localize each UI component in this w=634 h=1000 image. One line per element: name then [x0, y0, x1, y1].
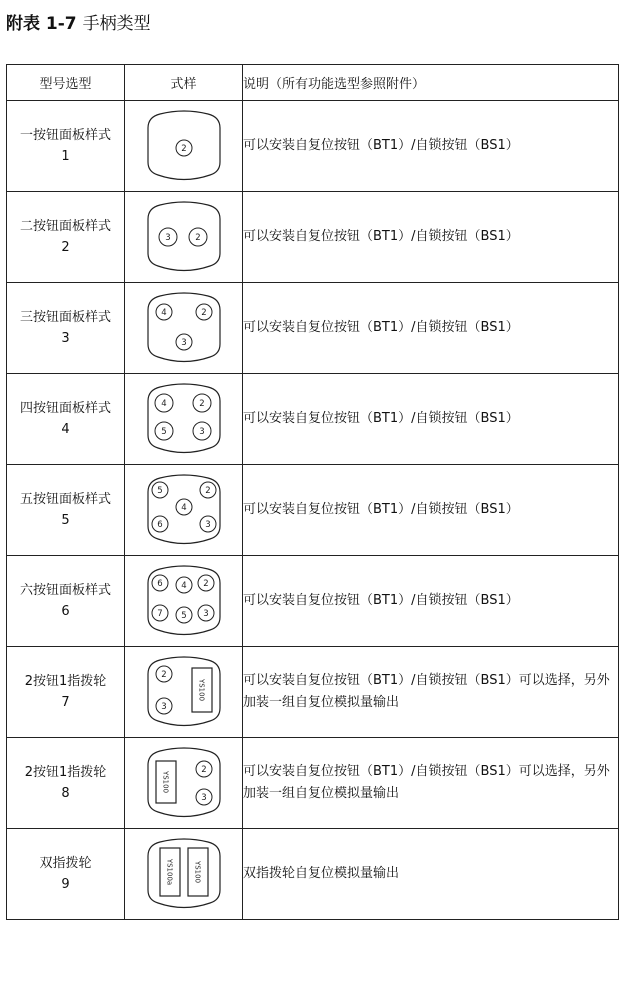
model-name: 双指拨轮 — [39, 856, 92, 871]
button-label: 2 — [204, 486, 211, 497]
style-cell — [125, 738, 243, 829]
description-cell: 可以安装自复位按钮（BT1）/自锁按钮（BS1）可以选择，另外加装一组自复位模拟量输出 — [243, 738, 619, 829]
description-cell: 可以安装自复位按钮（BT1）/自锁按钮（BS1） — [243, 283, 619, 374]
model-name: 五按钮面板样式 — [19, 492, 111, 507]
button-label: 4 — [180, 503, 187, 514]
handle-outline — [148, 384, 220, 453]
caption-title: 手柄类型 — [82, 14, 151, 34]
model-cell — [7, 101, 125, 192]
handle-outline — [148, 293, 220, 362]
button-label: 3 — [160, 702, 167, 713]
style-cell — [125, 829, 243, 920]
table-row — [7, 647, 619, 738]
button-label: 4 — [160, 308, 167, 319]
model-cell — [7, 738, 125, 829]
button-label: 4 — [160, 399, 167, 410]
button-label: 2 — [200, 308, 207, 319]
model-number: 5 — [61, 513, 70, 528]
model-number: 6 — [61, 604, 70, 619]
handle-1-icon — [146, 110, 222, 182]
model-cell — [7, 192, 125, 283]
thumbwheel-label: YS100 — [197, 678, 205, 702]
button-label: 2 — [160, 670, 167, 681]
model-name: 一按钮面板样式 — [19, 128, 111, 143]
model-cell — [7, 556, 125, 647]
thumbwheel-label: YS100 — [161, 770, 169, 794]
model-cell — [7, 647, 125, 738]
button-label: 5 — [156, 486, 163, 497]
model-name: 三按钮面板样式 — [19, 310, 111, 325]
table-row — [7, 829, 619, 920]
description-cell: 可以安装自复位按钮（BT1）/自锁按钮（BS1） — [243, 465, 619, 556]
model-name: 2按钮1指拨轮 — [24, 674, 107, 689]
button-label: 4 — [180, 581, 187, 592]
handle-9-icon — [146, 838, 222, 910]
button-label: 5 — [160, 427, 167, 438]
description-cell: 可以安装自复位按钮（BT1）/自锁按钮（BS1） — [243, 556, 619, 647]
handle-2-icon — [146, 201, 222, 273]
button-label: 3 — [180, 338, 187, 349]
model-name: 六按钮面板样式 — [19, 583, 111, 598]
table-row — [7, 465, 619, 556]
table-row — [7, 283, 619, 374]
model-name: 四按钮面板样式 — [19, 401, 111, 416]
button-label: 6 — [156, 520, 163, 531]
style-cell — [125, 101, 243, 192]
button-label: 3 — [202, 609, 209, 620]
button-label: 3 — [200, 793, 207, 804]
table-header-row — [7, 65, 619, 101]
model-name: 2按钮1指拨轮 — [24, 765, 107, 780]
description-cell: 可以安装自复位按钮（BT1）/自锁按钮（BS1） — [243, 374, 619, 465]
model-number: 2 — [61, 240, 70, 255]
model-number: 8 — [61, 786, 70, 801]
table-row — [7, 738, 619, 829]
button-label: 2 — [200, 765, 207, 776]
model-number: 4 — [61, 422, 70, 437]
style-cell — [125, 465, 243, 556]
handle-5-icon — [146, 474, 222, 546]
button-label: 3 — [204, 520, 211, 531]
handle-3-icon — [146, 292, 222, 364]
button-label: 2 — [180, 144, 187, 155]
model-number: 7 — [61, 695, 70, 710]
model-name: 二按钮面板样式 — [19, 219, 111, 234]
model-number: 9 — [61, 877, 70, 892]
description-cell: 可以安装自复位按钮（BT1）/自锁按钮（BS1）可以选择，另外加装一组自复位模拟量输出 — [243, 647, 619, 738]
caption-label: 附表 1-7 — [6, 14, 77, 34]
style-cell — [125, 556, 243, 647]
button-label: 2 — [194, 233, 201, 244]
model-number: 1 — [61, 149, 70, 164]
style-cell — [125, 647, 243, 738]
model-cell — [7, 374, 125, 465]
button-label: 3 — [198, 427, 205, 438]
header-model: 型号选型 — [7, 65, 125, 101]
table-row — [7, 101, 619, 192]
header-style: 式样 — [125, 65, 243, 101]
handle-7-icon — [146, 656, 222, 728]
table-caption — [6, 12, 151, 36]
handle-type-table — [6, 64, 619, 920]
handle-outline — [148, 839, 220, 908]
button-label: 2 — [202, 579, 209, 590]
thumbwheel-label: YS100a — [165, 858, 173, 886]
model-cell — [7, 465, 125, 556]
style-cell — [125, 192, 243, 283]
button-label: 6 — [156, 579, 163, 590]
style-cell — [125, 283, 243, 374]
handle-6-icon — [146, 565, 222, 637]
model-cell — [7, 283, 125, 374]
button-label: 2 — [198, 399, 205, 410]
description-cell: 可以安装自复位按钮（BT1）/自锁按钮（BS1） — [243, 192, 619, 283]
table-row — [7, 374, 619, 465]
model-number: 3 — [61, 331, 70, 346]
handle-8-icon — [146, 747, 222, 819]
header-description: 说明（所有功能选型参照附件） — [243, 65, 619, 101]
model-cell — [7, 829, 125, 920]
table-row — [7, 192, 619, 283]
button-label: 5 — [180, 611, 187, 622]
button-label: 3 — [164, 233, 171, 244]
description-cell: 可以安装自复位按钮（BT1）/自锁按钮（BS1） — [243, 101, 619, 192]
style-cell — [125, 374, 243, 465]
description-cell: 双指拨轮自复位模拟量输出 — [243, 829, 619, 920]
handle-4-icon — [146, 383, 222, 455]
thumbwheel-label: YS100 — [193, 860, 201, 884]
button-label: 7 — [156, 609, 163, 620]
table-row — [7, 556, 619, 647]
